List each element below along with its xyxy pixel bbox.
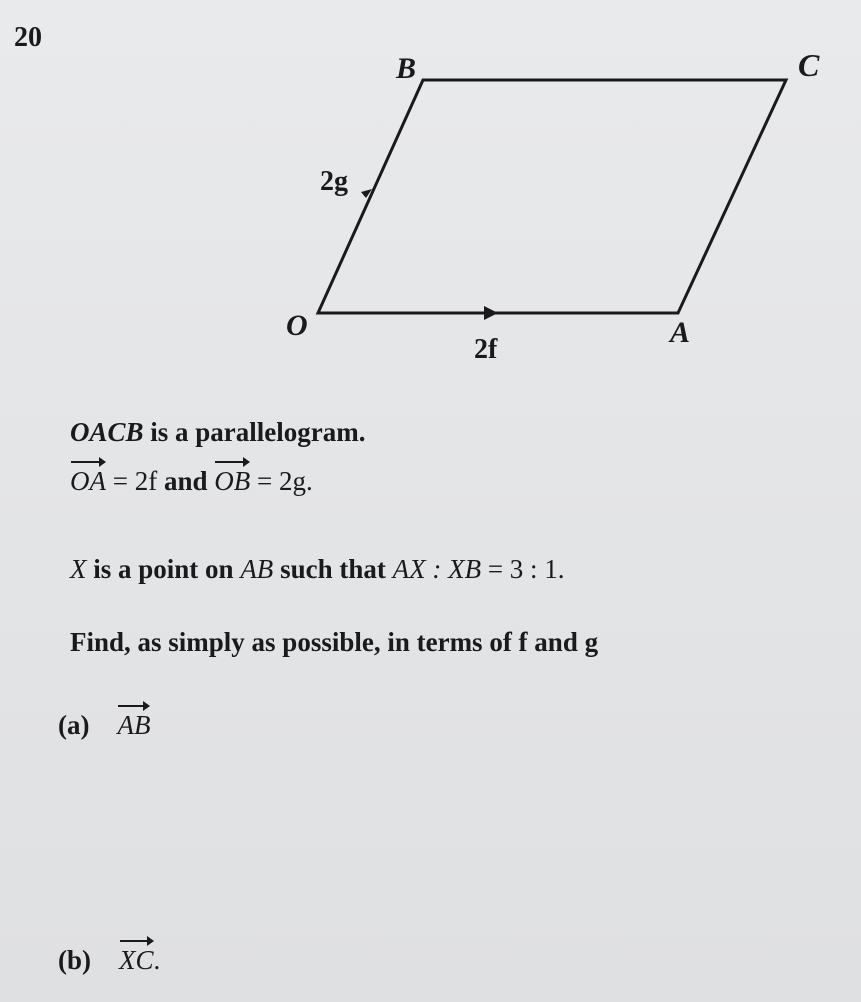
arrow-oa — [484, 306, 498, 320]
label-c: C — [798, 47, 820, 83]
vector-xc: XC — [119, 945, 154, 975]
label-b: B — [396, 52, 417, 85]
label-2f: 2f — [474, 334, 498, 365]
vector-ob: OB — [214, 466, 251, 496]
question-number: 20 — [14, 22, 42, 53]
parallelogram-statement: OACB is a parallelogram. — [70, 417, 366, 447]
vector-ab: AB — [117, 710, 151, 740]
part-b: (b) XC. — [58, 945, 161, 975]
vector-definitions: OA = 2f and OB = 2g. — [70, 466, 313, 496]
point-x-statement: X is a point on AB such that AX : XB = 3 : 1. — [70, 554, 565, 584]
part-a: (a) AB — [58, 710, 151, 740]
parallelogram-diagram — [0, 0, 861, 400]
parallelogram-oacb — [318, 80, 786, 313]
label-2g: 2g — [320, 166, 348, 197]
vector-oa: OA — [70, 466, 106, 496]
label-a: A — [670, 316, 691, 349]
instruction-text: Find, as simply as possible, in terms of f and g — [70, 627, 599, 657]
label-o: O — [286, 309, 308, 342]
